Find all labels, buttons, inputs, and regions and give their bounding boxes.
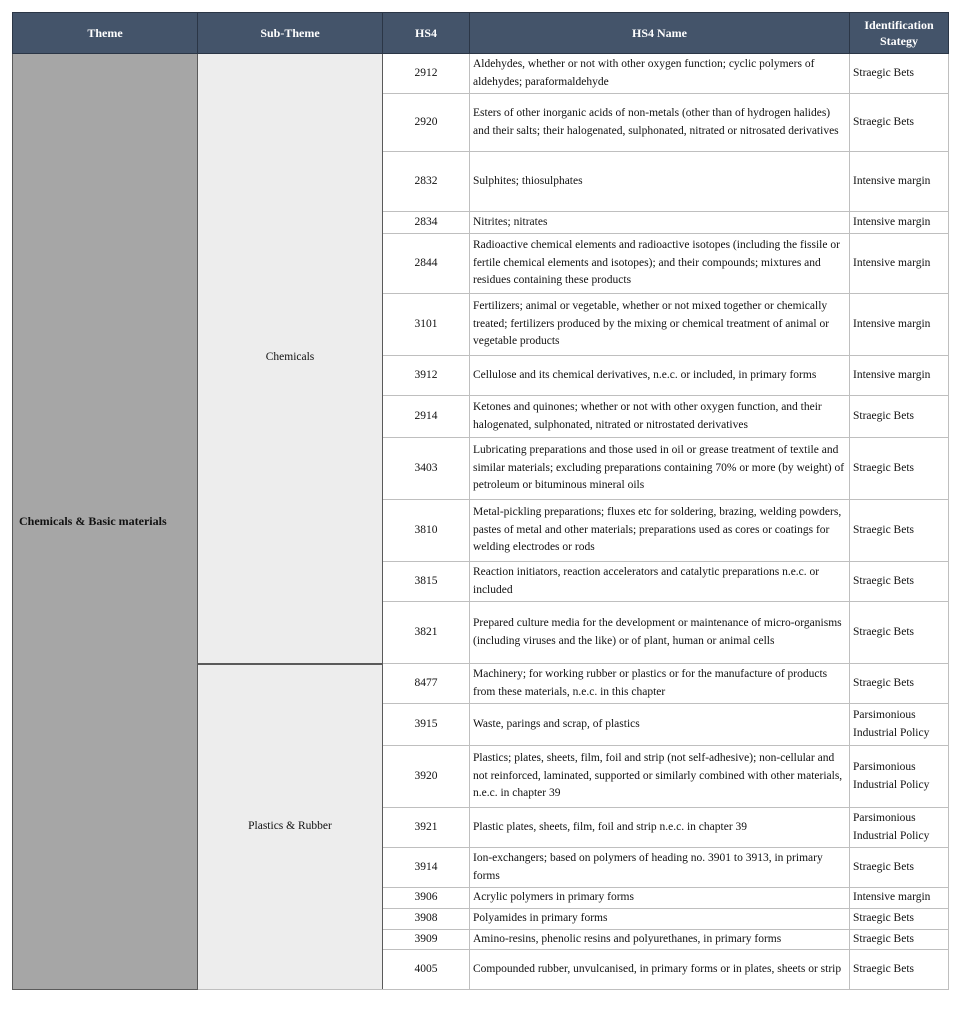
hs4-name-cell: Plastics; plates, sheets, film, foil and strip (not self-adhesive); non-cellular and not reinforced, laminated, supported or similarly combined with other materials, n.e.c. in chapter 39 — [470, 746, 850, 808]
hs4-code-cell: 8477 — [383, 664, 470, 704]
hs4-code-cell: 3906 — [383, 888, 470, 909]
strategy-cell: Parsimonious Industrial Policy — [850, 808, 949, 848]
table-row — [13, 54, 949, 94]
hs4-code-cell: 3908 — [383, 908, 470, 929]
strategy-cell: Straegic Bets — [850, 929, 949, 950]
hs4-name-cell: Prepared culture media for the development or maintenance of micro-organisms (including viruses and the like) or of plant, human or animal cells — [470, 602, 850, 664]
sub-theme-cell: Plastics & Rubber — [198, 664, 383, 990]
hs4-name-cell: Cellulose and its chemical derivatives, n.e.c. or included, in primary forms — [470, 356, 850, 396]
header-theme: Theme — [13, 13, 198, 54]
hs4-name-cell: Ion-exchangers; based on polymers of heading no. 3901 to 3913, in primary forms — [470, 848, 850, 888]
strategy-cell: Parsimonious Industrial Policy — [850, 746, 949, 808]
hs4-code-cell: 3914 — [383, 848, 470, 888]
strategy-cell: Intensive margin — [850, 888, 949, 909]
strategy-cell: Straegic Bets — [850, 94, 949, 152]
strategy-cell: Straegic Bets — [850, 500, 949, 562]
hs4-name-cell: Polyamides in primary forms — [470, 908, 850, 929]
header-hs4: HS4 — [383, 13, 470, 54]
hs4-code-cell: 3915 — [383, 704, 470, 746]
hs4-code-cell: 3920 — [383, 746, 470, 808]
strategy-cell: Intensive margin — [850, 356, 949, 396]
hs4-name-cell: Ketones and quinones; whether or not with other oxygen function, and their halogenated, sulphonated, nitrated or nitrostated derivatives — [470, 396, 850, 438]
strategy-cell: Intensive margin — [850, 294, 949, 356]
header-row — [13, 13, 949, 54]
hs4-name-cell: Waste, parings and scrap, of plastics — [470, 704, 850, 746]
hs4-name-cell: Acrylic polymers in primary forms — [470, 888, 850, 909]
hs4-code-cell: 3821 — [383, 602, 470, 664]
sub-theme-cell: Chemicals — [198, 54, 383, 664]
hs4-products-table — [12, 12, 949, 990]
hs4-code-cell: 3403 — [383, 438, 470, 500]
table-wrapper — [12, 12, 949, 990]
hs4-code-cell: 2912 — [383, 54, 470, 94]
strategy-cell: Straegic Bets — [850, 396, 949, 438]
strategy-cell: Straegic Bets — [850, 664, 949, 704]
strategy-cell: Straegic Bets — [850, 54, 949, 94]
hs4-code-cell: 3101 — [383, 294, 470, 356]
header-hs4-name: HS4 Name — [470, 13, 850, 54]
hs4-name-cell: Reaction initiators, reaction accelerators and catalytic preparations n.e.c. or included — [470, 562, 850, 602]
hs4-name-cell: Sulphites; thiosulphates — [470, 152, 850, 212]
theme-cell: Chemicals & Basic materials — [13, 54, 198, 990]
strategy-cell: Intensive margin — [850, 152, 949, 212]
hs4-code-cell: 2834 — [383, 212, 470, 234]
header-identification-strategy: Identification Stategy — [850, 13, 949, 54]
hs4-code-cell: 2832 — [383, 152, 470, 212]
strategy-cell: Parsimonious Industrial Policy — [850, 704, 949, 746]
strategy-cell: Straegic Bets — [850, 562, 949, 602]
hs4-code-cell: 2920 — [383, 94, 470, 152]
strategy-cell: Straegic Bets — [850, 950, 949, 990]
hs4-code-cell: 3921 — [383, 808, 470, 848]
hs4-code-cell: 2914 — [383, 396, 470, 438]
hs4-name-cell: Fertilizers; animal or vegetable, whether or not mixed together or chemically treated; fertilizers produced by the mixing or chemical treatment of animal or vegetable products — [470, 294, 850, 356]
hs4-code-cell: 4005 — [383, 950, 470, 990]
strategy-cell: Straegic Bets — [850, 602, 949, 664]
hs4-name-cell: Plastic plates, sheets, film, foil and strip n.e.c. in chapter 39 — [470, 808, 850, 848]
table-body — [13, 54, 949, 990]
hs4-code-cell: 3815 — [383, 562, 470, 602]
strategy-cell: Intensive margin — [850, 212, 949, 234]
table-header — [13, 13, 949, 54]
strategy-cell: Straegic Bets — [850, 848, 949, 888]
hs4-name-cell: Lubricating preparations and those used in oil or grease treatment of textile and similar materials; excluding preparations containing 70% or more (by weight) of petroleum or bituminous mineral oils — [470, 438, 850, 500]
header-sub-theme: Sub-Theme — [198, 13, 383, 54]
strategy-cell: Intensive margin — [850, 234, 949, 294]
hs4-name-cell: Esters of other inorganic acids of non-metals (other than of hydrogen halides) and their salts; their halogenated, sulphonated, nitrated or nitrosated derivatives — [470, 94, 850, 152]
strategy-cell: Straegic Bets — [850, 908, 949, 929]
hs4-code-cell: 2844 — [383, 234, 470, 294]
hs4-code-cell: 3909 — [383, 929, 470, 950]
hs4-name-cell: Amino-resins, phenolic resins and polyurethanes, in primary forms — [470, 929, 850, 950]
hs4-name-cell: Nitrites; nitrates — [470, 212, 850, 234]
hs4-name-cell: Aldehydes, whether or not with other oxygen function; cyclic polymers of aldehydes; paraformaldehyde — [470, 54, 850, 94]
hs4-code-cell: 3810 — [383, 500, 470, 562]
hs4-name-cell: Compounded rubber, unvulcanised, in primary forms or in plates, sheets or strip — [470, 950, 850, 990]
hs4-name-cell: Machinery; for working rubber or plastics or for the manufacture of products from these materials, n.e.c. in this chapter — [470, 664, 850, 704]
strategy-cell: Straegic Bets — [850, 438, 949, 500]
hs4-code-cell: 3912 — [383, 356, 470, 396]
hs4-name-cell: Radioactive chemical elements and radioactive isotopes (including the fissile or fertile chemical elements and isotopes); and their compounds; mixtures and residues containing these products — [470, 234, 850, 294]
hs4-name-cell: Metal-pickling preparations; fluxes etc for soldering, brazing, welding powders, pastes of metal and other materials; preparations used as cores or coatings for welding electrodes or rods — [470, 500, 850, 562]
